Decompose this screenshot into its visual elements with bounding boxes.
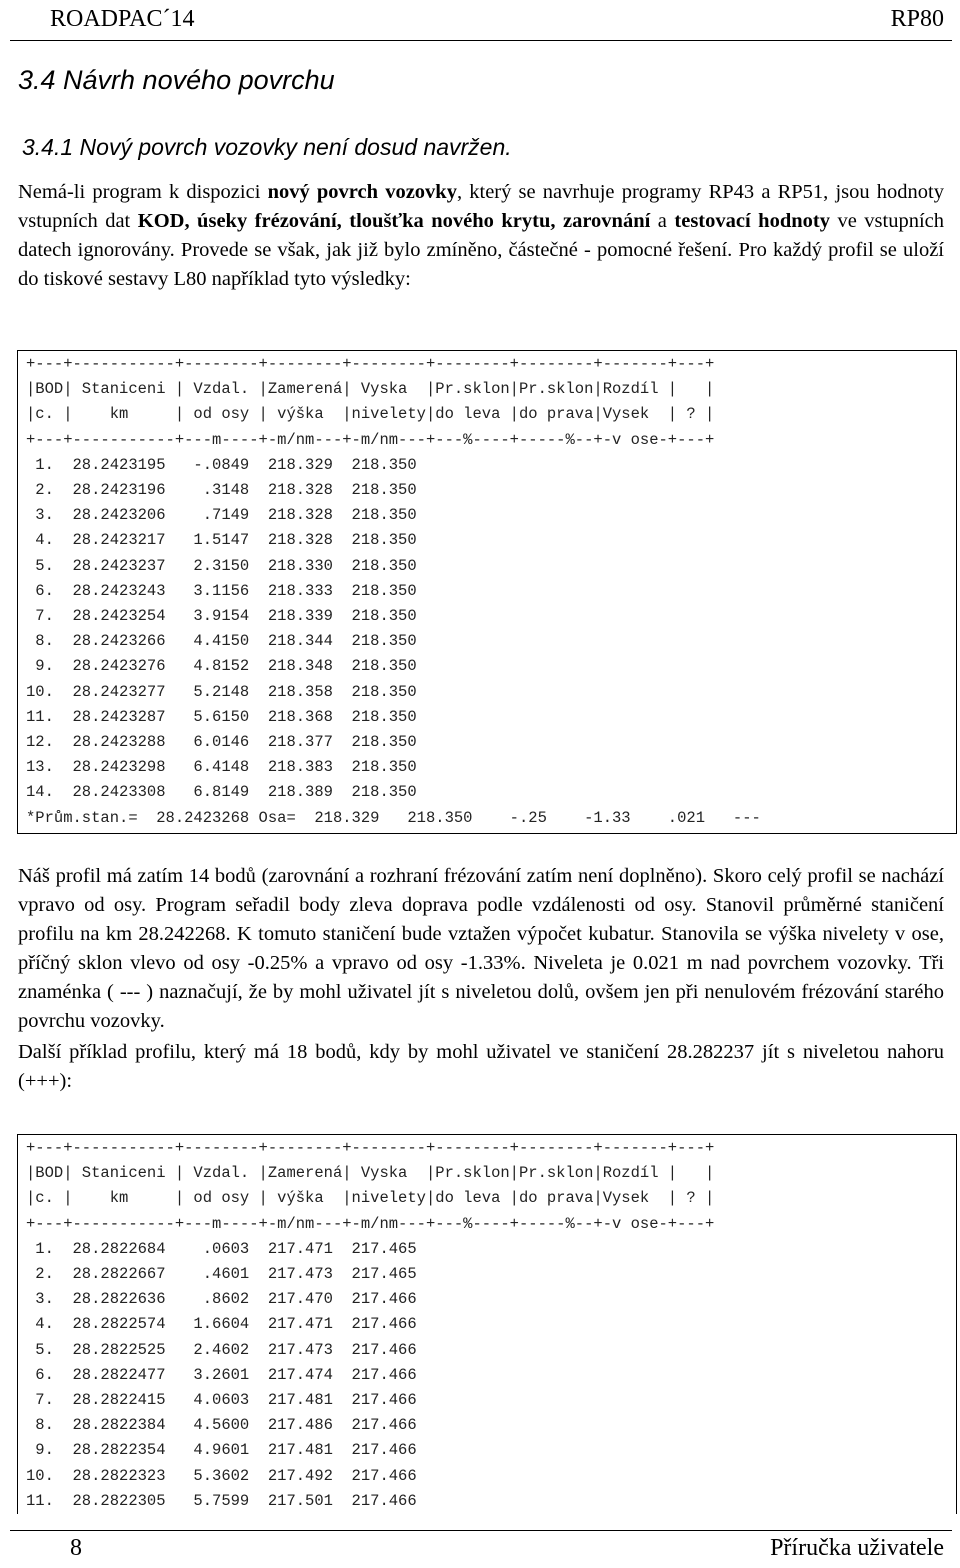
explanation-paragraph: Náš profil má zatím 14 bodů (zarovnání a rozhraní frézování zatím není doplněno). Skoro celý profil se nachází vpravo od osy. Program seřadil body zleva doprava podle vzdálenosti od osy. Stanovil průměrné staničení profilu na km 28.242268. K tomuto staničení bude vztažen výpočet kubatur. Stanovila se výška nivelety v ose, příčný sklon vlevo od osy -0.25% a vpravo od osy -1.33%. Niveleta je 0.021 m nad povrchem vozovky. Tři znaménka ( --- ) naznačují, že by mohl uživatel jít s niveletou dolů, ovšem jen při nenulovém frézování starého povrchu vozovky.: [18, 865, 944, 1032]
table-row: 13. 28.2423298 6.4148 218.383 218.350: [26, 758, 417, 777]
table-row: 3. 28.2822636 .8602 217.470 217.466: [26, 1290, 417, 1309]
table-row: 14. 28.2423308 6.8149 218.389 218.350: [26, 783, 417, 802]
page-footer: [10, 1530, 952, 1567]
table-row: 11. 28.2423287 5.6150 218.368 218.350: [26, 707, 417, 726]
results-table-2: [17, 1134, 957, 1514]
table-row: 10. 28.2423277 5.2148 218.358 218.350: [26, 682, 417, 701]
table-row: 8. 28.2822384 4.5600 217.486 217.466: [26, 1416, 417, 1435]
header-module: RP80: [890, 6, 944, 32]
table-row: 7. 28.2423254 3.9154 218.339 218.350: [26, 607, 417, 626]
second-example-paragraph: Další příklad profilu, který má 18 bodů, kdy by mohl uživatel ve staničení 28.282237 jít s niveletou nahoru (+++):: [18, 1041, 944, 1092]
table-row: 1. 28.2423195 -.0849 218.329 218.350: [26, 455, 417, 474]
table2-header: [18, 1135, 956, 1514]
intro-bold-1: nový povrch vozovky: [267, 181, 457, 203]
table-row: 8. 28.2423266 4.4150 218.344 218.350: [26, 632, 417, 651]
table-row: 3. 28.2423206 .7149 218.328 218.350: [26, 506, 417, 525]
table1-header-line: +---+-----------+---m----+-m/nm---+-m/nm---+---%----+-----%--+-v ose-+---+: [26, 430, 715, 449]
section-title: 3.4 Návrh nového povrchu: [18, 65, 335, 95]
table1-header-line: |c. | km | od osy | výška |nivelety|do leva |do prava|Vysek | ? |: [26, 405, 715, 424]
table2-header-line: |c. | km | od osy | výška |nivelety|do leva |do prava|Vysek | ? |: [26, 1189, 715, 1208]
intro-bold-3: testovací hodnoty: [674, 210, 830, 232]
table2-header-line: +---+-----------+--------+--------+--------+--------+--------+-------+---+: [26, 1139, 715, 1157]
table-row: 4. 28.2822574 1.6604 217.471 217.466: [26, 1315, 417, 1334]
subsection-title: 3.4.1 Nový povrch vozovky není dosud navržen.: [22, 134, 512, 160]
intro-text-3: a: [650, 210, 675, 232]
table2-header-line: |BOD| Staniceni | Vzdal. |Zamerená| Vyska |Pr.sklon|Pr.sklon|Rozdíl | |: [26, 1164, 715, 1183]
table-row: 1. 28.2822684 .0603 217.471 217.465: [26, 1239, 417, 1258]
page-number: 8: [70, 1535, 82, 1561]
intro-text-2: , který se navrhuje programy RP43 a RP51, jsou hodnoty vstupních dat: [18, 181, 945, 232]
table-row: 2. 28.2822667 .4601 217.473 217.465: [26, 1265, 417, 1284]
intro-paragraph: [18, 178, 944, 294]
table-row: 9. 28.2822354 4.9601 217.481 217.466: [26, 1441, 417, 1460]
intro-bold-2: KOD, úseky frézování, tloušťka nového krytu, zarovnání: [137, 210, 651, 232]
table-row: 5. 28.2822525 2.4602 217.473 217.466: [26, 1340, 417, 1359]
table1-header-line: +---+-----------+--------+--------+--------+--------+--------+-------+---+: [26, 355, 715, 373]
table-row: 11. 28.2822305 5.7599 217.501 217.466: [26, 1491, 417, 1510]
table-row: 5. 28.2423237 2.3150 218.330 218.350: [26, 556, 417, 575]
table1-header: [18, 351, 956, 831]
table-row: 12. 28.2423288 6.0146 218.377 218.350: [26, 733, 417, 752]
table-row: 6. 28.2822477 3.2601 217.474 217.466: [26, 1365, 417, 1384]
table2-header-line: +---+-----------+---m----+-m/nm---+-m/nm---+---%----+-----%--+-v ose-+---+: [26, 1214, 715, 1233]
header-product: ROADPAC´14: [50, 6, 195, 32]
table-row: 9. 28.2423276 4.8152 218.348 218.350: [26, 657, 417, 676]
table-row: 7. 28.2822415 4.0603 217.481 217.466: [26, 1391, 417, 1410]
page-header: [10, 2, 952, 41]
footer-title: Příručka uživatele: [770, 1535, 944, 1561]
table-row: 2. 28.2423196 .3148 218.328 218.350: [26, 481, 417, 500]
results-table-1: [17, 350, 957, 834]
intro-text-1: Nemá-li program k dispozici: [18, 181, 268, 203]
table1-header-line: |BOD| Staniceni | Vzdal. |Zamerená| Vyska |Pr.sklon|Pr.sklon|Rozdíl | |: [26, 380, 715, 399]
table-row: 4. 28.2423217 1.5147 218.328 218.350: [26, 531, 417, 550]
intro-text-4: ve vstupních datech ignorovány. Provede se však, jak již bylo zmíněno, částečné - pomocné řešení. Pro každý profil se uloží do tiskové sestavy L80 například tyto výsledky:: [18, 210, 945, 290]
table-row: 10. 28.2822323 5.3602 217.492 217.466: [26, 1466, 417, 1485]
table1-summary-row: *Prům.stan.= 28.2423268 Osa= 218.329 218.350 -.25 -1.33 .021 ---: [26, 808, 761, 827]
table-row: 6. 28.2423243 3.1156 218.333 218.350: [26, 581, 417, 600]
